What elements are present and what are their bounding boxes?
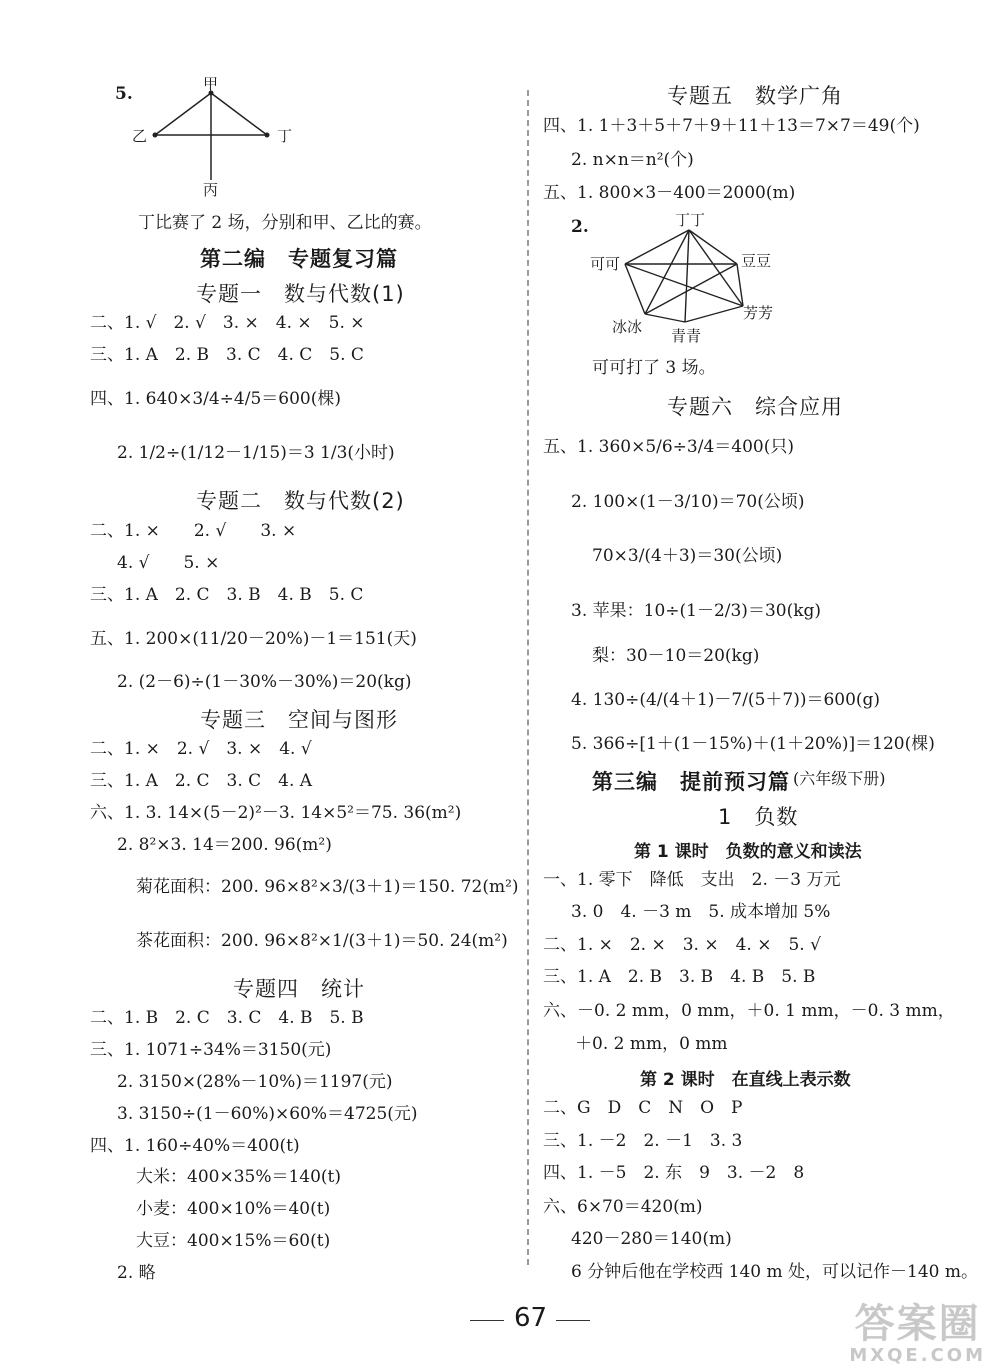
t1-line4: 2. 1/2÷(1/12－1/15)＝3 1/3(小时) (117, 443, 395, 463)
t1-line1: 二、1. √ 2. √ 3. × 4. × 5. × (90, 313, 365, 333)
diagram1-left-label: 乙 (132, 127, 148, 145)
diagram2-top-label: 丁丁 (675, 211, 706, 229)
topic2-title: 专题二 数与代数(2) (196, 489, 405, 513)
diagram1-top-label: 甲 (203, 75, 219, 93)
part2-title: 第二编 专题复习篇 (200, 247, 398, 271)
column-divider (527, 90, 529, 1265)
watermark-logo: 答案圈 MXQE.COM (849, 1301, 986, 1366)
unit1-title: 1 负数 (718, 805, 799, 829)
t1-line3: 四、1. 640×3/4÷4/5＝600(棵) (90, 389, 341, 409)
t5-line1: 四、1. 1＋3＋5＋7＋9＋11＋13＝7×7＝49(个) (543, 116, 920, 136)
t4-line2: 三、1. 1071÷34%＝3150(元) (90, 1040, 332, 1060)
diagram2-bottom-label: 青青 (671, 327, 702, 345)
page-number: 67 (514, 1303, 548, 1333)
t5-line5: 可可打了 3 场。 (592, 358, 716, 378)
t3-line1: 二、1. × 2. √ 3. × 4. √ (90, 739, 312, 759)
diagram2-bottom-left-label: 冰冰 (612, 318, 643, 336)
t6-line7: 5. 366÷[1＋(1－15%)＋(1＋20%)]＝120(棵) (571, 734, 935, 754)
lesson1-title: 第 1 课时 负数的意义和读法 (634, 842, 862, 862)
t6-line2: 2. 100×(1－3/10)＝70(公顷) (571, 492, 805, 512)
l1-line6: ＋0. 2 mm，0 mm (575, 1034, 728, 1054)
l1-line2: 3. 0 4. －3 m 5. 成本增加 5% (571, 902, 831, 922)
t5-line2: 2. n×n＝n²(个) (571, 150, 694, 170)
t2-line3: 三、1. A 2. C 3. B 4. B 5. C (90, 585, 364, 605)
t4-line4: 3. 3150÷(1－60%)×60%＝4725(元) (117, 1104, 418, 1124)
t4-line7: 小麦：400×10%＝40(t) (136, 1199, 331, 1219)
page-number-dash-left (470, 1320, 504, 1321)
t6-line6: 4. 130÷(4/(4＋1)－7/(5＋7))＝600(g) (571, 690, 881, 710)
l1-line1: 一、1. 零下 降低 支出 2. －3 万元 (543, 870, 841, 890)
t2-line5: 2. (2－6)÷(1－30%－30%)＝20(kg) (117, 672, 412, 692)
q5-label: 5. (115, 84, 133, 104)
l2-line5: 420－280＝140(m) (571, 1229, 732, 1249)
t3-line2: 三、1. A 2. C 3. C 4. A (90, 771, 313, 791)
diagram2-left-label: 可可 (590, 255, 621, 273)
t3-line6: 茶花面积：200. 96×8²×1/(3＋1)＝50. 24(m²) (136, 931, 508, 951)
diagram2-bottom-right-label: 芳芳 (743, 304, 774, 322)
topic4-title: 专题四 统计 (233, 977, 365, 1001)
t6-line5: 梨：30－10＝20(kg) (592, 646, 760, 666)
t2-line2: 4. √ 5. × (117, 553, 220, 573)
t4-line3: 2. 3150×(28%－10%)＝1197(元) (117, 1072, 393, 1092)
t1-line2: 三、1. A 2. B 3. C 4. C 5. C (90, 345, 364, 365)
diagram2-right-label: 豆豆 (741, 252, 772, 270)
t5-line3: 五、1. 800×3－400＝2000(m) (543, 183, 796, 203)
t3-line3: 六、1. 3. 14×(5－2)²－3. 14×5²＝75. 36(m²) (90, 803, 462, 823)
topic6-title: 专题六 综合应用 (667, 395, 843, 419)
t4-line9: 2. 略 (117, 1263, 156, 1283)
t6-line3: 70×3/(4＋3)＝30(公顷) (592, 546, 783, 566)
match-diagram-2 (585, 210, 785, 350)
l1-line4: 三、1. A 2. B 3. B 4. B 5. B (543, 967, 816, 987)
t4-line8: 大豆：400×15%＝60(t) (136, 1231, 331, 1251)
match-diagram-1 (125, 75, 300, 200)
topic3-title: 专题三 空间与图形 (200, 708, 398, 732)
topic5-title: 专题五 数学广角 (667, 84, 843, 108)
t4-line5: 四、1. 160÷40%＝400(t) (90, 1136, 300, 1156)
t5-line4: 2. (571, 217, 589, 237)
t3-line4: 2. 8²×3. 14＝200. 96(m²) (117, 835, 332, 855)
part3-title: 第三编 提前预习篇 (592, 770, 790, 794)
l2-line2: 三、1. －2 2. －1 3. 3 (543, 1131, 743, 1151)
lesson2-title: 第 2 课时 在直线上表示数 (640, 1070, 851, 1090)
l2-line6: 6 分钟后他在学校西 140 m 处，可以记作－140 m。 (571, 1262, 978, 1282)
l1-line3: 二、1. × 2. × 3. × 4. × 5. √ (543, 935, 821, 955)
l1-line5: 六、－0. 2 mm，0 mm，＋0. 1 mm，－0. 3 mm， (543, 1001, 955, 1021)
l2-line4: 六、6×70＝420(m) (543, 1197, 703, 1217)
diagram1-bottom-label: 丙 (203, 181, 219, 199)
t3-line5: 菊花面积：200. 96×8²×3/(3＋1)＝150. 72(m²) (136, 877, 519, 897)
l2-line3: 四、1. －5 2. 东 9 3. －2 8 (543, 1163, 805, 1183)
t6-line1: 五、1. 360×5/6÷3/4＝400(只) (543, 437, 794, 457)
diagram1-right-label: 丁 (277, 127, 293, 145)
t4-line1: 二、1. B 2. C 3. C 4. B 5. B (90, 1008, 364, 1028)
q5-answer: 丁比赛了 2 场，分别和甲、乙比的赛。 (138, 213, 432, 233)
t6-line4: 3. 苹果：10÷(1－2/3)＝30(kg) (571, 601, 822, 621)
l2-line1: 二、G D C N O P (543, 1098, 743, 1118)
topic1-title: 专题一 数与代数(1) (196, 282, 405, 306)
t2-line4: 五、1. 200×(11/20－20%)－1＝151(天) (90, 629, 417, 649)
part3-subtitle: (六年级下册) (793, 769, 886, 788)
t2-line1: 二、1. × 2. √ 3. × (90, 521, 297, 541)
page-number-dash-right (556, 1320, 590, 1321)
t4-line6: 大米：400×35%＝140(t) (136, 1167, 342, 1187)
